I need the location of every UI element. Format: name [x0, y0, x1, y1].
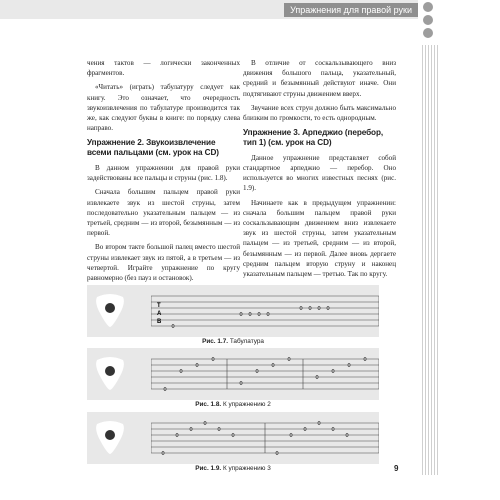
running-title: Упражнения для правой руки [284, 3, 418, 17]
tab-note: 0 [257, 312, 261, 318]
paragraph: В отличие от соскальзывающего вниз движения большого пальца, указательный, средний и безымянный действуют иначе. Они подтягивают струны движением вверх. [243, 59, 396, 98]
svg-text:0: 0 [175, 433, 179, 439]
section-heading: Упражнение 3. Арпеджио (перебор, тип 1) (см. урок на CD) [243, 128, 384, 148]
right-column [243, 58, 396, 283]
page-number: 9 [394, 464, 399, 473]
figure-caption: Рис. 1.9. К упражнению 3 [195, 465, 271, 472]
figure-caption: Рис. 1.8. К упражнению 2 [195, 401, 271, 408]
figure-tablature [87, 285, 379, 337]
tab-note: 0 [239, 312, 243, 318]
svg-text:0: 0 [289, 433, 293, 439]
guitar-pick-icon [93, 293, 127, 329]
tab-note: 0 [171, 324, 175, 330]
svg-text:0: 0 [303, 427, 307, 433]
tab-note: 0 [308, 306, 312, 312]
paragraph: «Читать» (играть) табулатуру следует как книгу. Это означает, что очередность звукоизвлечения по табулатуре производится так же, как следуют буквы в книге: по порядку слева направо. [87, 83, 240, 133]
svg-text:0: 0 [315, 375, 319, 381]
svg-text:0: 0 [195, 363, 199, 369]
svg-text:0: 0 [275, 451, 279, 457]
figure-caption: Рис. 1.7. Табулатура [202, 338, 264, 345]
svg-text:0: 0 [271, 363, 275, 369]
tab-staff [151, 418, 379, 458]
tab-letter: A [157, 311, 162, 317]
tab-note: 0 [326, 306, 330, 312]
tab-note: 0 [317, 306, 321, 312]
paragraph: Сначала большим пальцем правой руки извлекаете звук из шестой струны, затем последовательно указательным пальцем — из третьей, средним — из второй, безымянным — из первой. [87, 188, 240, 238]
svg-text:0: 0 [163, 387, 167, 393]
svg-text:0: 0 [363, 357, 367, 363]
paragraph: Начинаете как в предыдущем упражнении: сначала большим пальцем правой руки соскальзывающим движением вниз извлекаете звук из шестой струны, затем указательным пальцем — из третьей, средним — из второй, безымянным — из первой. Далее вновь дергаете средним пальцем вторую струну и наконец указательным пальцем — третью. Так по кругу. [243, 198, 396, 279]
decorative-dots [418, 2, 438, 42]
paragraph: чения тактов — логически законченных фрагментов. [87, 59, 240, 78]
svg-text:0: 0 [331, 369, 335, 375]
svg-text:0: 0 [331, 427, 335, 433]
paragraph: В данном упражнении для правой руки задействованы все пальцы и струны (рис. 1.8). [87, 164, 240, 183]
figure-exercise-2 [87, 348, 379, 400]
svg-text:0: 0 [179, 369, 183, 375]
svg-text:0: 0 [317, 421, 321, 427]
section-heading: Упражнение 2. Звукоизвлечение всеми пальцами (см. урок на CD) [87, 138, 219, 158]
guitar-pick-icon [93, 356, 127, 392]
svg-text:0: 0 [161, 451, 165, 457]
svg-text:0: 0 [211, 357, 215, 363]
svg-text:0: 0 [217, 427, 221, 433]
svg-text:0: 0 [231, 433, 235, 439]
tab-staff [151, 291, 379, 331]
tab-note: 0 [248, 312, 252, 318]
guitar-pick-icon [93, 420, 127, 456]
svg-text:0: 0 [287, 357, 291, 363]
svg-text:0: 0 [189, 427, 193, 433]
tab-letter: T [157, 303, 161, 309]
page-header [0, 0, 418, 19]
svg-text:0: 0 [255, 369, 259, 375]
left-column [87, 58, 240, 287]
svg-text:0: 0 [203, 421, 207, 427]
tab-note: 0 [266, 312, 270, 318]
tab-letter: B [157, 319, 162, 325]
dot-icon [423, 28, 433, 38]
tab-note: 0 [299, 306, 303, 312]
figure-exercise-3 [87, 412, 379, 464]
dot-icon [423, 15, 433, 25]
paragraph: Звучание всех струн должно быть максимально близким по громкости, то есть однородным. [243, 103, 396, 123]
decorative-side-lines [420, 45, 440, 475]
paragraph: Во втором такте большой палец вместо шестой струны извлекает звук из пятой, а в третьем — из четвертой. Играйте упражнение по кругу равномерно (без пауз и остановок). [87, 243, 240, 283]
svg-text:0: 0 [345, 433, 349, 439]
svg-text:0: 0 [347, 363, 351, 369]
svg-text:0: 0 [239, 381, 243, 387]
paragraph: Данное упражнение представляет собой стандартное арпеджио — перебор. Оно используется во многих известных песнях (рис. 1.9). [243, 153, 396, 193]
tab-staff [151, 354, 379, 394]
dot-icon [423, 2, 433, 12]
